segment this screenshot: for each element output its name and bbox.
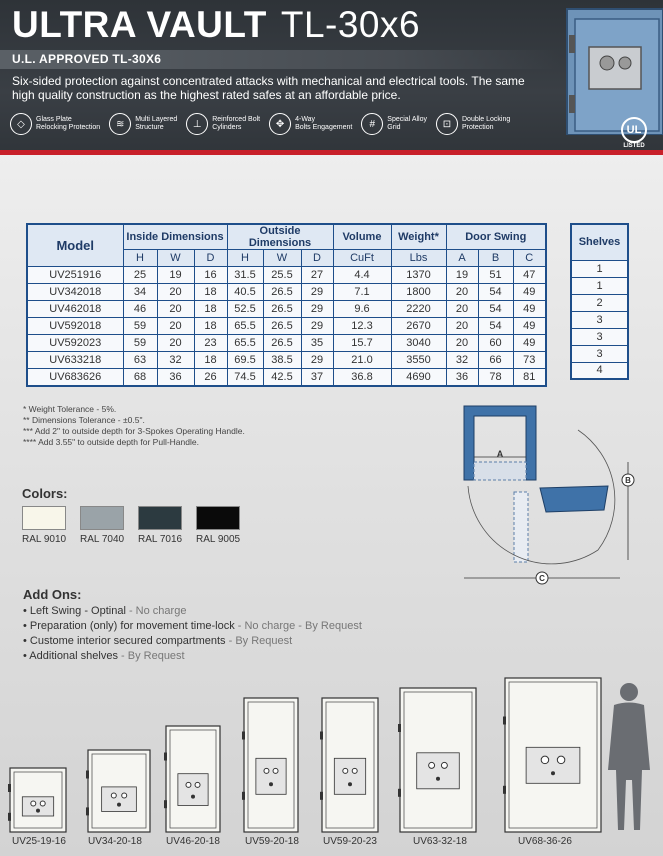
table-cell: 49 bbox=[513, 318, 546, 335]
table-cell: 26.5 bbox=[263, 318, 301, 335]
col-header-door-swing: Door Swing bbox=[446, 224, 546, 250]
col-header-inside: Inside Dimensions bbox=[123, 224, 227, 250]
table-cell: 29 bbox=[301, 318, 333, 335]
table-cell: 54 bbox=[478, 318, 513, 335]
table-cell: 69.5 bbox=[227, 352, 263, 369]
colors-heading: Colors: bbox=[22, 486, 68, 501]
table-cell: 15.7 bbox=[333, 335, 391, 352]
table-row bbox=[571, 277, 628, 294]
table-cell: 18 bbox=[194, 284, 227, 301]
layers-icon: ≋ bbox=[109, 113, 131, 135]
safe-model-label: UV68-36-26 bbox=[518, 836, 572, 847]
table-cell: 3550 bbox=[391, 352, 446, 369]
color-label: RAL 9005 bbox=[196, 534, 241, 545]
table-cell: 12.3 bbox=[333, 318, 391, 335]
table-cell: 4.4 bbox=[333, 267, 391, 284]
sub-header: D bbox=[301, 250, 333, 267]
table-cell: 20 bbox=[157, 318, 194, 335]
addon-item: • Left Swing - Optinal - No charge bbox=[23, 605, 187, 617]
table-cell: 65.5 bbox=[227, 318, 263, 335]
footnote: *** Add 2" to outside depth for 3-Spokes Operating Handle. bbox=[23, 426, 245, 436]
dimension-c-label: C bbox=[539, 574, 545, 583]
safe-lineup-illustration bbox=[0, 670, 663, 856]
sub-header: CuFt bbox=[333, 250, 391, 267]
table-cell: 20 bbox=[157, 301, 194, 318]
safe-illustration bbox=[8, 768, 66, 832]
table-row bbox=[571, 328, 628, 345]
shelves-table bbox=[570, 223, 629, 380]
table-cell: 73 bbox=[513, 352, 546, 369]
table-row bbox=[27, 352, 546, 369]
color-label: RAL 7040 bbox=[80, 534, 125, 545]
table-cell: 25.5 bbox=[263, 267, 301, 284]
table-cell: 51 bbox=[478, 267, 513, 284]
table-cell: 20 bbox=[157, 335, 194, 352]
color-label: RAL 9010 bbox=[22, 534, 67, 545]
dimension-b-label: B bbox=[625, 476, 631, 485]
sub-header: W bbox=[263, 250, 301, 267]
col-header-model: Model bbox=[27, 224, 123, 267]
sub-header: C bbox=[513, 250, 546, 267]
table-cell: 60 bbox=[478, 335, 513, 352]
model-cell: UV592023 bbox=[27, 335, 123, 352]
safe-illustration bbox=[320, 698, 378, 832]
table-cell: 36 bbox=[157, 369, 194, 386]
color-swatch bbox=[138, 506, 182, 530]
table-cell: 49 bbox=[513, 284, 546, 301]
person-silhouette-icon bbox=[608, 683, 650, 830]
table-cell: 3040 bbox=[391, 335, 446, 352]
table-cell: 19 bbox=[446, 267, 478, 284]
table-cell: 54 bbox=[478, 301, 513, 318]
shelves-cell: 2 bbox=[571, 294, 628, 311]
col-header-volume: Volume bbox=[333, 224, 391, 250]
feature-item: ◇ Glass Plate Relocking Protection bbox=[10, 113, 100, 135]
table-cell: 40.5 bbox=[227, 284, 263, 301]
bolt-cylinder-icon: ⊥ bbox=[186, 113, 208, 135]
feature-item: ⊥ Reinforced Bolt Cylinders bbox=[186, 113, 260, 135]
table-cell: 47 bbox=[513, 267, 546, 284]
table-row bbox=[27, 335, 546, 352]
table-cell: 49 bbox=[513, 301, 546, 318]
product-description: Six-sided protection against concentrated attacks with mechanical and electrical tools. The same high quality construction as the highest rated safes at an affordable price. bbox=[12, 74, 525, 102]
table-cell: 65.5 bbox=[227, 335, 263, 352]
table-row bbox=[571, 345, 628, 362]
safe-illustration bbox=[164, 726, 220, 832]
safe-model-label: UV34-20-18 bbox=[88, 836, 142, 847]
table-cell: 2220 bbox=[391, 301, 446, 318]
page-title: ULTRA VAULT TL-30x6 bbox=[12, 4, 421, 45]
footnote: **** Add 3.55" to outside depth for Pull-Handle. bbox=[23, 437, 199, 447]
table-cell: 26.5 bbox=[263, 335, 301, 352]
sub-header: H bbox=[227, 250, 263, 267]
footnote: * Weight Tolerance - 5%. bbox=[23, 404, 117, 414]
shelves-cell: 1 bbox=[571, 277, 628, 294]
table-cell: 20 bbox=[446, 301, 478, 318]
table-row bbox=[27, 369, 546, 386]
table-cell: 1800 bbox=[391, 284, 446, 301]
table-cell: 2670 bbox=[391, 318, 446, 335]
safe-model-label: UV63-32-18 bbox=[413, 836, 467, 847]
table-cell: 18 bbox=[194, 318, 227, 335]
table-cell: 19 bbox=[157, 267, 194, 284]
color-swatch bbox=[22, 506, 66, 530]
table-cell: 20 bbox=[446, 284, 478, 301]
table-cell: 18 bbox=[194, 352, 227, 369]
table-cell: 7.1 bbox=[333, 284, 391, 301]
safe-model-label: UV59-20-18 bbox=[245, 836, 299, 847]
shelves-cell: 4 bbox=[571, 362, 628, 379]
model-cell: UV251916 bbox=[27, 267, 123, 284]
table-cell: 26.5 bbox=[263, 301, 301, 318]
table-cell: 20 bbox=[446, 318, 478, 335]
addons-list bbox=[23, 604, 362, 664]
addon-item: • Additional shelves - By Request bbox=[23, 650, 185, 662]
table-cell: 20 bbox=[446, 335, 478, 352]
addon-item: • Custome interior secured compartments - By Request bbox=[23, 635, 293, 647]
ul-listed-badge: UL LISTED bbox=[619, 117, 649, 147]
shelves-cell: 1 bbox=[571, 260, 628, 277]
shelves-cell: 3 bbox=[571, 311, 628, 328]
table-row bbox=[27, 301, 546, 318]
table-cell: 66 bbox=[478, 352, 513, 369]
table-cell: 78 bbox=[478, 369, 513, 386]
table-cell: 35 bbox=[301, 335, 333, 352]
table-row bbox=[571, 260, 628, 277]
safe-illustration bbox=[503, 678, 601, 832]
table-cell: 20 bbox=[157, 284, 194, 301]
feature-list bbox=[10, 113, 519, 135]
model-cell: UV592018 bbox=[27, 318, 123, 335]
table-cell: 37 bbox=[301, 369, 333, 386]
feature-item: # Special Alloy Grid bbox=[361, 113, 427, 135]
safe-model-label: UV46-20-18 bbox=[166, 836, 220, 847]
safe-illustration bbox=[242, 698, 298, 832]
feature-item: ≋ Multi Layered Structure bbox=[109, 113, 177, 135]
table-cell: 49 bbox=[513, 335, 546, 352]
sub-header: D bbox=[194, 250, 227, 267]
table-cell: 63 bbox=[123, 352, 157, 369]
table-cell: 42.5 bbox=[263, 369, 301, 386]
sub-header: B bbox=[478, 250, 513, 267]
safe-illustration bbox=[398, 688, 476, 832]
table-cell: 4690 bbox=[391, 369, 446, 386]
table-cell: 23 bbox=[194, 335, 227, 352]
safe-illustration bbox=[86, 750, 150, 832]
table-cell: 29 bbox=[301, 352, 333, 369]
grid-icon: # bbox=[361, 113, 383, 135]
col-header-outside: Outside Dimensions bbox=[227, 224, 333, 250]
table-cell: 9.6 bbox=[333, 301, 391, 318]
accent-bar bbox=[0, 150, 663, 155]
table-cell: 27 bbox=[301, 267, 333, 284]
sub-header: H bbox=[123, 250, 157, 267]
table-cell: 26.5 bbox=[263, 284, 301, 301]
table-cell: 1370 bbox=[391, 267, 446, 284]
table-cell: 59 bbox=[123, 335, 157, 352]
shelves-table-body bbox=[571, 260, 628, 379]
table-cell: 16 bbox=[194, 267, 227, 284]
table-cell: 38.5 bbox=[263, 352, 301, 369]
table-cell: 81 bbox=[513, 369, 546, 386]
table-cell: 54 bbox=[478, 284, 513, 301]
table-row bbox=[571, 362, 628, 379]
table-cell: 32 bbox=[446, 352, 478, 369]
model-cell: UV683626 bbox=[27, 369, 123, 386]
table-cell: 59 bbox=[123, 318, 157, 335]
table-row bbox=[27, 284, 546, 301]
table-cell: 68 bbox=[123, 369, 157, 386]
glass-plate-icon: ◇ bbox=[10, 113, 32, 135]
table-cell: 32 bbox=[157, 352, 194, 369]
col-header-weight: Weight* bbox=[391, 224, 446, 250]
four-way-bolt-icon: ✥ bbox=[269, 113, 291, 135]
addons-heading: Add Ons: bbox=[23, 587, 82, 602]
table-cell: 29 bbox=[301, 284, 333, 301]
feature-item: ⊡ Double Locking Protection bbox=[436, 113, 510, 135]
double-lock-icon: ⊡ bbox=[436, 113, 458, 135]
footnote: ** Dimensions Tolerance - ±0.5". bbox=[23, 415, 145, 425]
model-cell: UV342018 bbox=[27, 284, 123, 301]
table-cell: 21.0 bbox=[333, 352, 391, 369]
safe-model-label: UV59-20-23 bbox=[323, 836, 377, 847]
table-cell: 25 bbox=[123, 267, 157, 284]
table-cell: 31.5 bbox=[227, 267, 263, 284]
table-cell: 74.5 bbox=[227, 369, 263, 386]
table-row bbox=[571, 311, 628, 328]
table-cell: 36.8 bbox=[333, 369, 391, 386]
color-label: RAL 7016 bbox=[138, 534, 183, 545]
table-row bbox=[27, 318, 546, 335]
sub-header: A bbox=[446, 250, 478, 267]
color-swatch bbox=[196, 506, 240, 530]
shelves-cell: 3 bbox=[571, 345, 628, 362]
dimension-a-label: A bbox=[496, 449, 504, 459]
door-swing-diagram bbox=[458, 400, 648, 590]
table-cell: 34 bbox=[123, 284, 157, 301]
sub-header: W bbox=[157, 250, 194, 267]
spec-table-body bbox=[27, 267, 546, 386]
specifications-table bbox=[26, 223, 547, 387]
table-row bbox=[571, 294, 628, 311]
subtitle-bar: U.L. APPROVED TL-30X6 bbox=[0, 50, 560, 69]
color-swatch bbox=[80, 506, 124, 530]
feature-item: ✥ 4-Way Bolts Engagement bbox=[269, 113, 352, 135]
table-cell: 29 bbox=[301, 301, 333, 318]
table-cell: 36 bbox=[446, 369, 478, 386]
sub-header: Lbs bbox=[391, 250, 446, 267]
header-banner bbox=[0, 0, 663, 153]
shelves-cell: 3 bbox=[571, 328, 628, 345]
model-cell: UV633218 bbox=[27, 352, 123, 369]
footnotes bbox=[23, 404, 245, 448]
model-cell: UV462018 bbox=[27, 301, 123, 318]
addon-item: • Preparation (only) for movement time-lock - No charge - By Request bbox=[23, 620, 362, 632]
vault-door-image bbox=[563, 5, 663, 135]
safe-model-label: UV25-19-16 bbox=[12, 836, 66, 847]
table-cell: 18 bbox=[194, 301, 227, 318]
table-cell: 46 bbox=[123, 301, 157, 318]
col-header-shelves: Shelves bbox=[571, 224, 628, 260]
table-cell: 52.5 bbox=[227, 301, 263, 318]
table-cell: 26 bbox=[194, 369, 227, 386]
table-row bbox=[27, 267, 546, 284]
